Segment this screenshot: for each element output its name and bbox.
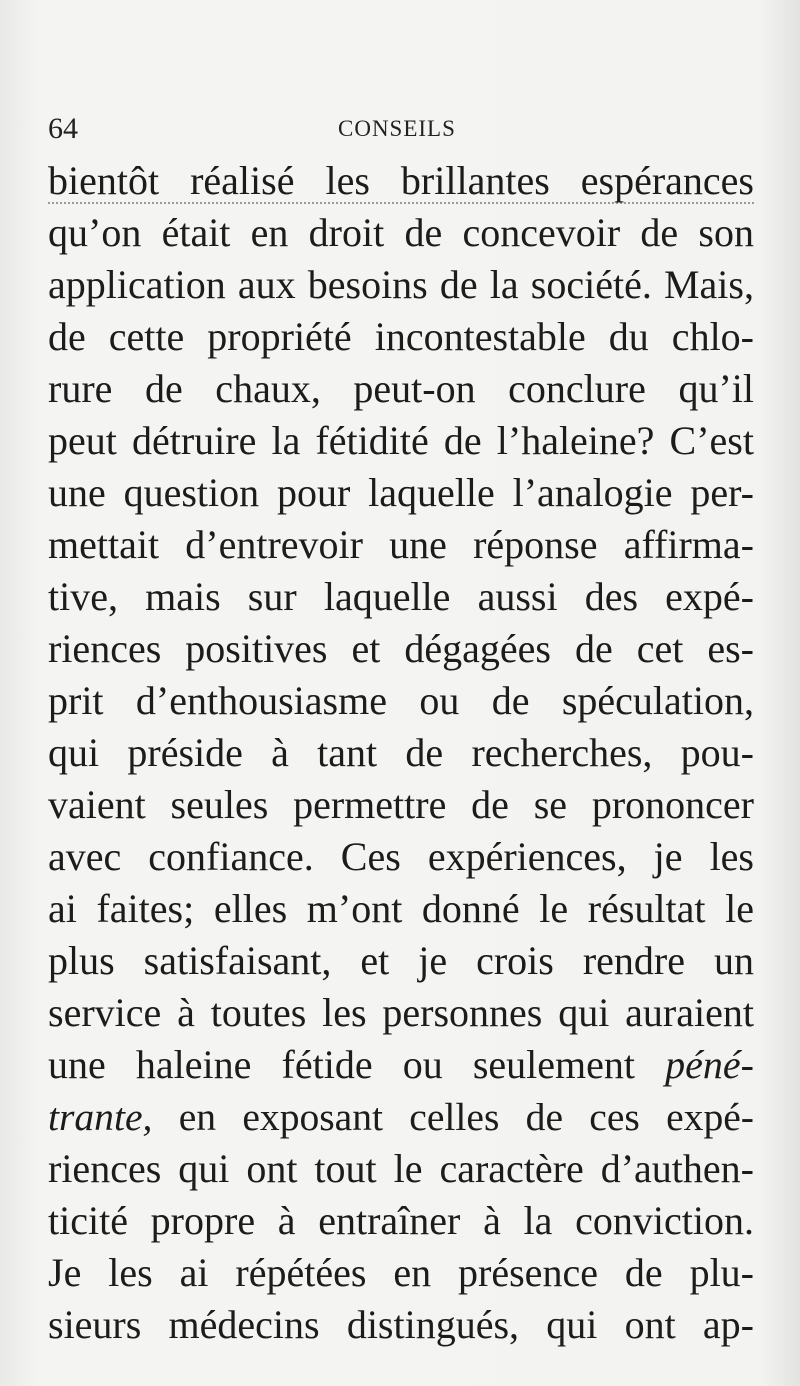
running-head: CONSEILS [338, 116, 456, 141]
text-line: prit d’enthousiasme ou de spéculation, [48, 678, 754, 723]
text-segment: en exposant celles de ces expé- [178, 1095, 754, 1139]
text-line: sieurs médecins distingués, qui ont ap- [48, 1302, 754, 1347]
italic-word: péné- [665, 1042, 754, 1087]
text-line: service à toutes les personnes qui auraient [48, 990, 754, 1035]
text-line: tive, mais sur laquelle aussi des expé- [48, 574, 754, 619]
text-line: qu’on était en droit de concevoir de son [48, 210, 754, 255]
text-line: une question pour laquelle l’analogie per- [48, 470, 754, 515]
text-line: bientôt réalisé les brillantes espérances [48, 158, 754, 203]
text-line: vaient seules permettre de se prononcer [48, 782, 754, 827]
italic-word: trante, [48, 1095, 153, 1139]
text-line: ai faites; elles m’ont donné le résultat le [48, 886, 754, 931]
text-segment: une haleine fétide ou seulement [48, 1042, 636, 1087]
text-line [48, 1091, 754, 1143]
page-header [48, 108, 752, 148]
text-line: ticité propre à entraîner à la conviction. [48, 1198, 754, 1243]
page-number: 64 [48, 112, 78, 145]
text-line: mettait d’entrevoir une réponse affirma- [48, 522, 754, 567]
text-line: avec confiance. Ces expériences, je les [48, 834, 754, 879]
text-line [48, 1039, 754, 1091]
text-line: de cette propriété incontestable du chlo- [48, 314, 754, 359]
text-line: qui préside à tant de recherches, pou- [48, 730, 754, 775]
text-line: plus satisfaisant, et je crois rendre un [48, 938, 754, 983]
text-line: peut détruire la fétidité de l’haleine? C’est [48, 418, 754, 463]
body-text [48, 155, 754, 1351]
text-line: Je les ai répétées en présence de plu- [48, 1250, 754, 1295]
text-line: application aux besoins de la société. Mais, [48, 262, 754, 307]
text-line: rure de chaux, peut-on conclure qu’il [48, 366, 754, 411]
text-line: riences qui ont tout le caractère d’authen- [48, 1146, 754, 1191]
text-line: riences positives et dégagées de cet es- [48, 626, 754, 671]
